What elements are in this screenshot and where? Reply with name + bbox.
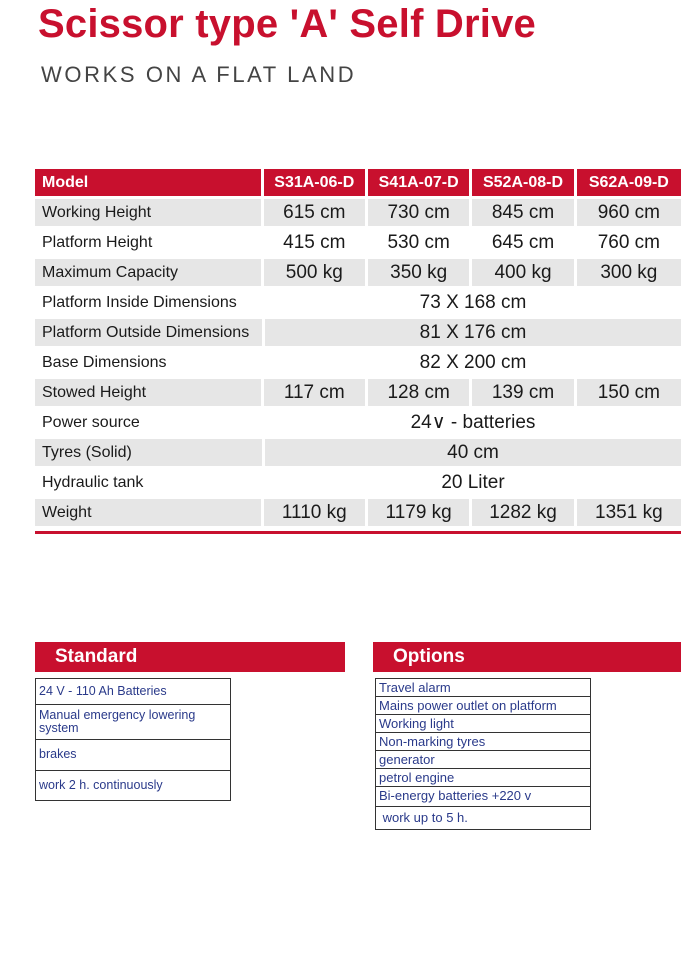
- row-value: 415 cm: [264, 229, 368, 259]
- spec-row-stowed-height: [35, 379, 681, 409]
- row-value-shared: 81 X 176 cm: [265, 319, 681, 349]
- row-value: 530 cm: [368, 229, 472, 259]
- spec-row-hydraulic-tank: [35, 469, 681, 499]
- row-value: 645 cm: [472, 229, 576, 259]
- header-model-4: S62A-09-D: [577, 169, 681, 199]
- options-list: [375, 678, 591, 830]
- row-value-shared: 73 X 168 cm: [265, 289, 681, 319]
- list-item: Working light: [376, 715, 590, 733]
- row-value-shared: 24∨ - batteries: [265, 409, 681, 439]
- row-value: 117 cm: [264, 379, 368, 409]
- header-model-3: S52A-08-D: [472, 169, 576, 199]
- spec-row-maximum-capacity: [35, 259, 681, 289]
- row-value: 350 kg: [368, 259, 472, 289]
- row-value: 400 kg: [472, 259, 576, 289]
- list-item: Mains power outlet on platform: [376, 697, 590, 715]
- row-value: 1351 kg: [577, 499, 681, 529]
- page-title: Scissor type 'A' Self Drive: [38, 2, 536, 46]
- list-item: petrol engine: [376, 769, 590, 787]
- list-item: 24 V - 110 Ah Batteries: [36, 679, 230, 705]
- row-value-shared: 40 cm: [265, 439, 681, 469]
- spec-row-weight: [35, 499, 681, 529]
- spec-row-platform-height: [35, 229, 681, 259]
- spec-table: [35, 169, 681, 529]
- row-label: Platform Height: [35, 229, 264, 259]
- row-value: 845 cm: [472, 199, 576, 229]
- list-item: Bi-energy batteries +220 v: [376, 787, 590, 807]
- standard-heading: Standard: [35, 642, 345, 672]
- row-value: 300 kg: [577, 259, 681, 289]
- row-label: Maximum Capacity: [35, 259, 264, 289]
- list-item: Manual emergency lowering system: [36, 705, 230, 740]
- list-item: work 2 h. continuously: [39, 778, 163, 792]
- list-item: Non-marking tyres: [376, 733, 590, 751]
- row-value: 730 cm: [368, 199, 472, 229]
- row-label: Tyres (Solid): [35, 439, 265, 469]
- options-heading: Options: [373, 642, 681, 672]
- spec-row-working-height: [35, 199, 681, 229]
- spec-row-power-source: [35, 409, 681, 439]
- list-item: Travel alarm: [376, 679, 590, 697]
- row-label: Working Height: [35, 199, 264, 229]
- list-item: generator: [376, 751, 590, 769]
- row-value: 139 cm: [472, 379, 576, 409]
- header-model-2: S41A-07-D: [368, 169, 472, 199]
- row-label: Weight: [35, 499, 264, 529]
- page-subtitle: WORKS ON A FLAT LAND: [41, 62, 357, 87]
- spec-row-base-dimensions: [35, 349, 681, 379]
- spec-header-row: [35, 169, 681, 199]
- row-value: 1110 kg: [264, 499, 368, 529]
- row-value: 150 cm: [577, 379, 681, 409]
- row-label: Platform Inside Dimensions: [35, 289, 265, 319]
- standard-list: [35, 678, 231, 801]
- row-value: 960 cm: [577, 199, 681, 229]
- row-label: Platform Outside Dimensions: [35, 319, 265, 349]
- spec-row-platform-inside-dimensions: [35, 289, 681, 319]
- row-value-shared: 82 X 200 cm: [265, 349, 681, 379]
- row-value: 615 cm: [264, 199, 368, 229]
- row-label: Power source: [35, 409, 265, 439]
- list-item: work up to 5 h.: [379, 810, 468, 825]
- row-value: 128 cm: [368, 379, 472, 409]
- row-value: 500 kg: [264, 259, 368, 289]
- row-value-shared: 20 Liter: [265, 469, 681, 499]
- header-model-label: Model: [35, 169, 264, 199]
- row-label: Hydraulic tank: [35, 469, 265, 499]
- header-model-1: S31A-06-D: [264, 169, 368, 199]
- row-label: Stowed Height: [35, 379, 264, 409]
- list-item: brakes: [36, 740, 230, 771]
- row-label: Base Dimensions: [35, 349, 265, 379]
- row-value: 1282 kg: [472, 499, 576, 529]
- spec-row-platform-outside-dimensions: [35, 319, 681, 349]
- spec-row-tyres: [35, 439, 681, 469]
- table-bottom-rule: [35, 531, 681, 534]
- row-value: 1179 kg: [368, 499, 472, 529]
- row-value: 760 cm: [577, 229, 681, 259]
